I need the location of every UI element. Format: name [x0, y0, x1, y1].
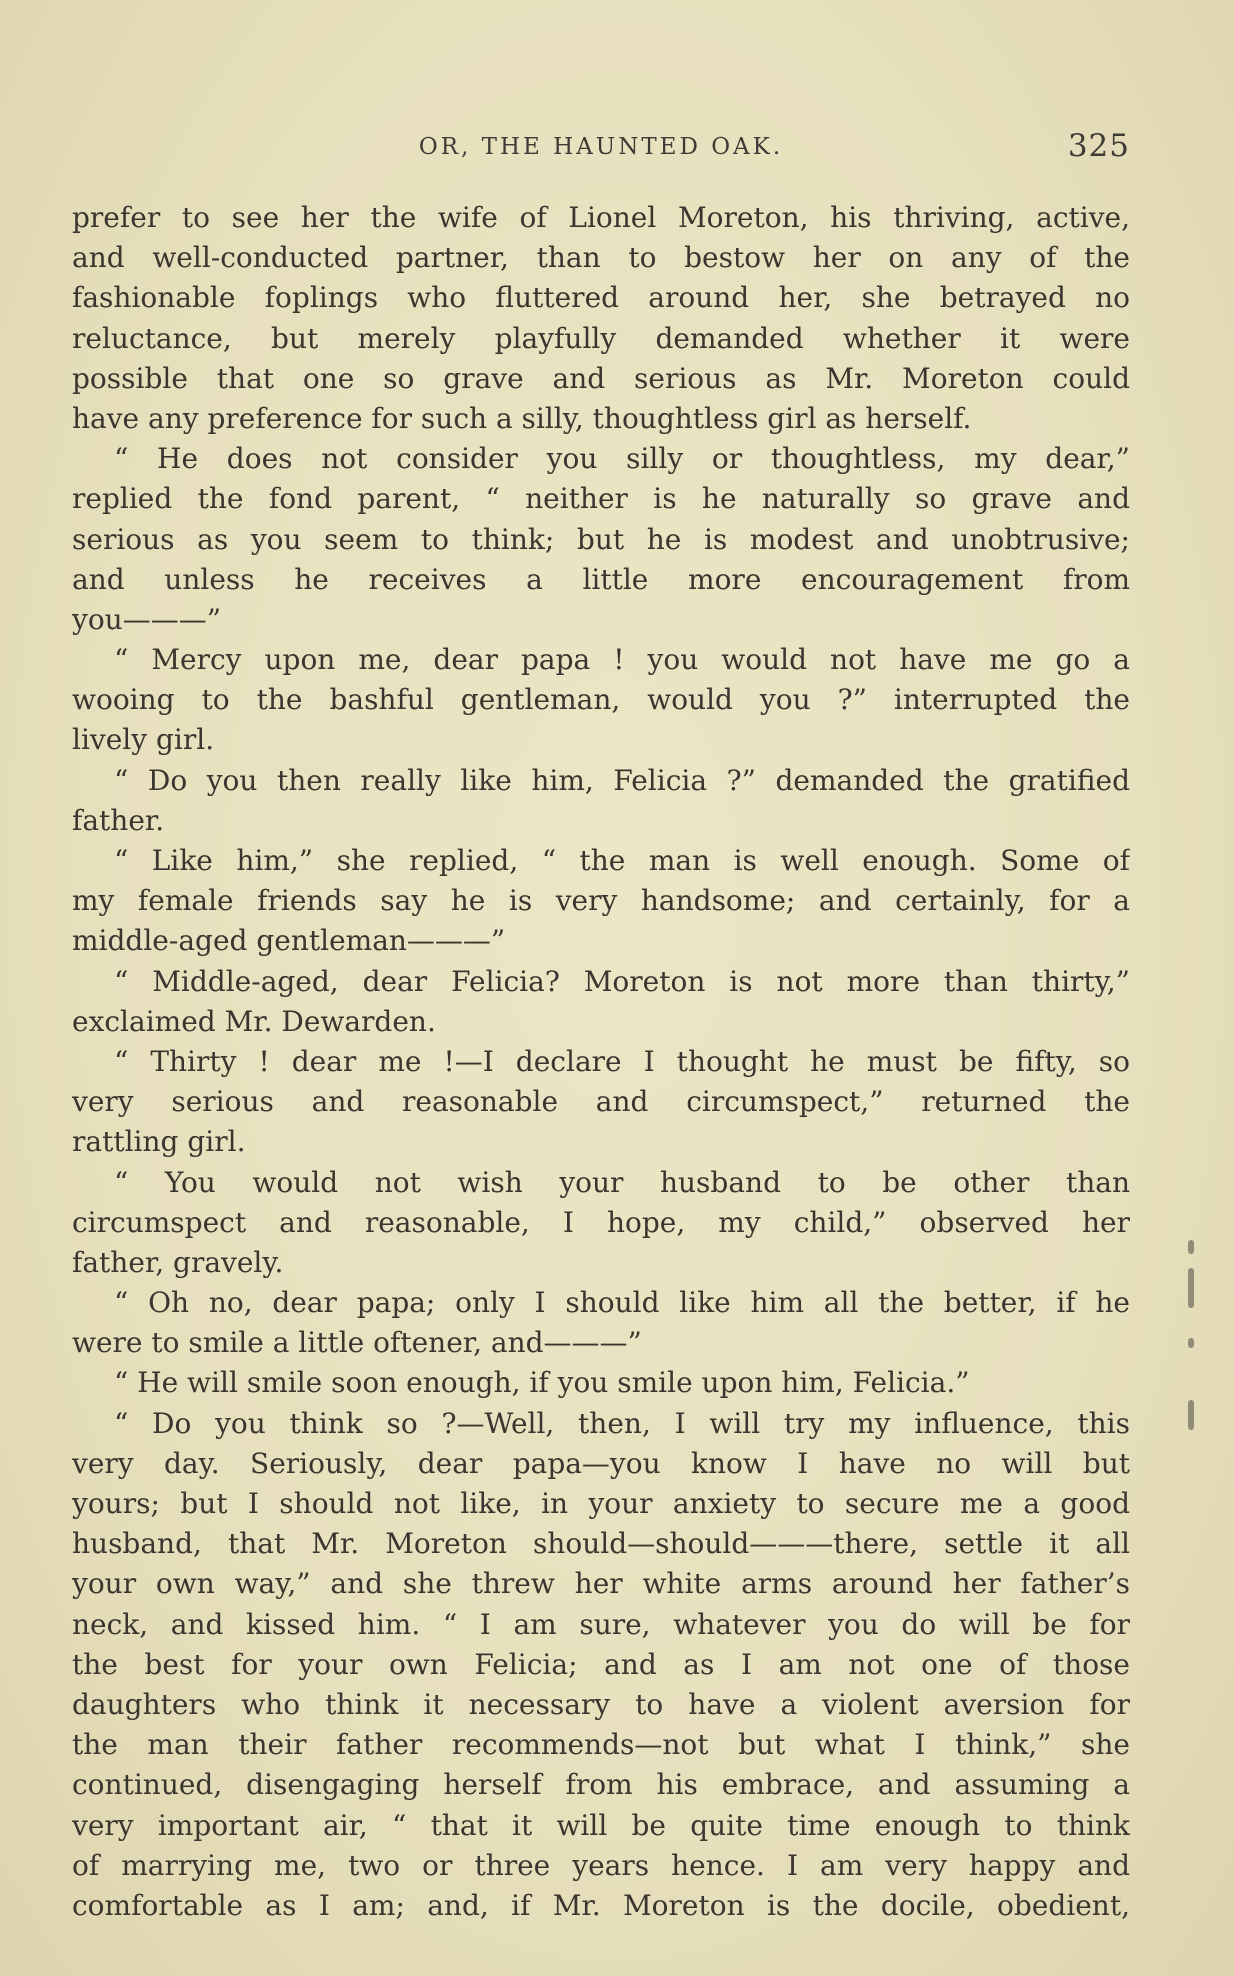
- margin-ink-mark: [1188, 1240, 1194, 1254]
- text-line: you———”: [72, 602, 222, 636]
- text-line: “ Middle-aged, dear Felicia? Moreton is not more than thirty,”: [114, 964, 1130, 998]
- text-line: and unless he receives a little more encouragement from: [72, 562, 1130, 596]
- margin-ink-mark: [1188, 1400, 1194, 1430]
- text-line: father, gravely.: [72, 1245, 284, 1279]
- text-line: circumspect and reasonable, I hope, my child,” observed her: [72, 1205, 1130, 1239]
- text-line: my female friends say he is very handsome; and certainly, for a: [72, 884, 1130, 918]
- text-line: fashionable foplings who fluttered around her, she betrayed no: [72, 281, 1130, 315]
- text-line: “ Do you think so ?—Well, then, I will try my influence, this: [114, 1406, 1130, 1440]
- text-line: exclaimed Mr. Dewarden.: [72, 1004, 436, 1038]
- text-line: possible that one so grave and serious as Mr. Moreton could: [72, 361, 1130, 395]
- text-line: serious as you seem to think; but he is modest and unobtrusive;: [72, 522, 1130, 556]
- margin-ink-mark: [1188, 1338, 1194, 1348]
- text-line: very day. Seriously, dear papa—you know I have no will but: [72, 1446, 1130, 1480]
- text-line: the man their father recommends—not but what I think,” she: [72, 1728, 1130, 1762]
- text-line: “ Do you then really like him, Felicia ?” demanded the gratified: [114, 763, 1130, 797]
- text-line: “ He does not consider you silly or thoughtless, my dear,”: [114, 442, 1130, 476]
- text-line: “ He will smile soon enough, if you smile upon him, Felicia.”: [114, 1366, 970, 1400]
- text-line: neck, and kissed him. “ I am sure, whatever you do will be for: [72, 1607, 1130, 1641]
- text-line: replied the fond parent, “ neither is he naturally so grave and: [72, 482, 1130, 516]
- text-line: “ Thirty ! dear me !—I declare I thought he must be fifty, so: [114, 1044, 1130, 1078]
- text-line: and well-conducted partner, than to bestow her on any of the: [72, 241, 1130, 275]
- text-line: reluctance, but merely playfully demanded whether it were: [72, 321, 1130, 355]
- text-line: the best for your own Felicia; and as I am not one of those: [72, 1647, 1130, 1681]
- text-line: prefer to see her the wife of Lionel Moreton, his thriving, active,: [72, 201, 1130, 234]
- text-line: your own way,” and she threw her white arms around her father’s: [72, 1567, 1130, 1601]
- text-line: have any preference for such a silly, thoughtless girl as herself.: [72, 401, 972, 435]
- text-line: daughters who think it necessary to have a violent aversion for: [72, 1687, 1130, 1721]
- text-line: “ Like him,” she replied, “ the man is well enough. Some of: [114, 844, 1130, 877]
- text-line: middle-aged gentleman———”: [72, 924, 506, 958]
- text-line: yours; but I should not like, in your anxiety to secure me a good: [72, 1487, 1130, 1520]
- text-line: husband, that Mr. Moreton should—should———there, settle it all: [72, 1527, 1130, 1561]
- text-line: were to smile a little oftener, and———”: [72, 1326, 642, 1360]
- text-line: rattling girl.: [72, 1125, 246, 1159]
- text-line: “ Oh no, dear papa; only I should like him all the better, if he: [114, 1286, 1130, 1320]
- text-line: lively girl.: [72, 723, 215, 757]
- text-line: father.: [72, 803, 165, 837]
- page-number: 325: [1067, 128, 1130, 164]
- running-head: [72, 128, 1130, 168]
- text-line: “ You would not wish your husband to be other than: [114, 1165, 1130, 1199]
- text-line: continued, disengaging herself from his embrace, and assuming a: [72, 1768, 1130, 1802]
- margin-ink-mark: [1188, 1268, 1194, 1308]
- running-title: OR, THE HAUNTED OAK.: [418, 134, 784, 160]
- text-line: comfortable as I am; and, if Mr. Moreton is the docile, obedient,: [72, 1888, 1130, 1922]
- text-line: of marrying me, two or three years hence. I am very happy and: [72, 1848, 1130, 1882]
- text-line: very important air, “ that it will be quite time enough to think: [72, 1808, 1130, 1842]
- text-line: wooing to the bashful gentleman, would you ?” interrupted the: [72, 683, 1130, 717]
- text-line: very serious and reasonable and circumspect,” returned the: [72, 1085, 1130, 1119]
- body-text: [72, 198, 1130, 1926]
- text-line: “ Mercy upon me, dear papa ! you would not have me go a: [114, 643, 1130, 677]
